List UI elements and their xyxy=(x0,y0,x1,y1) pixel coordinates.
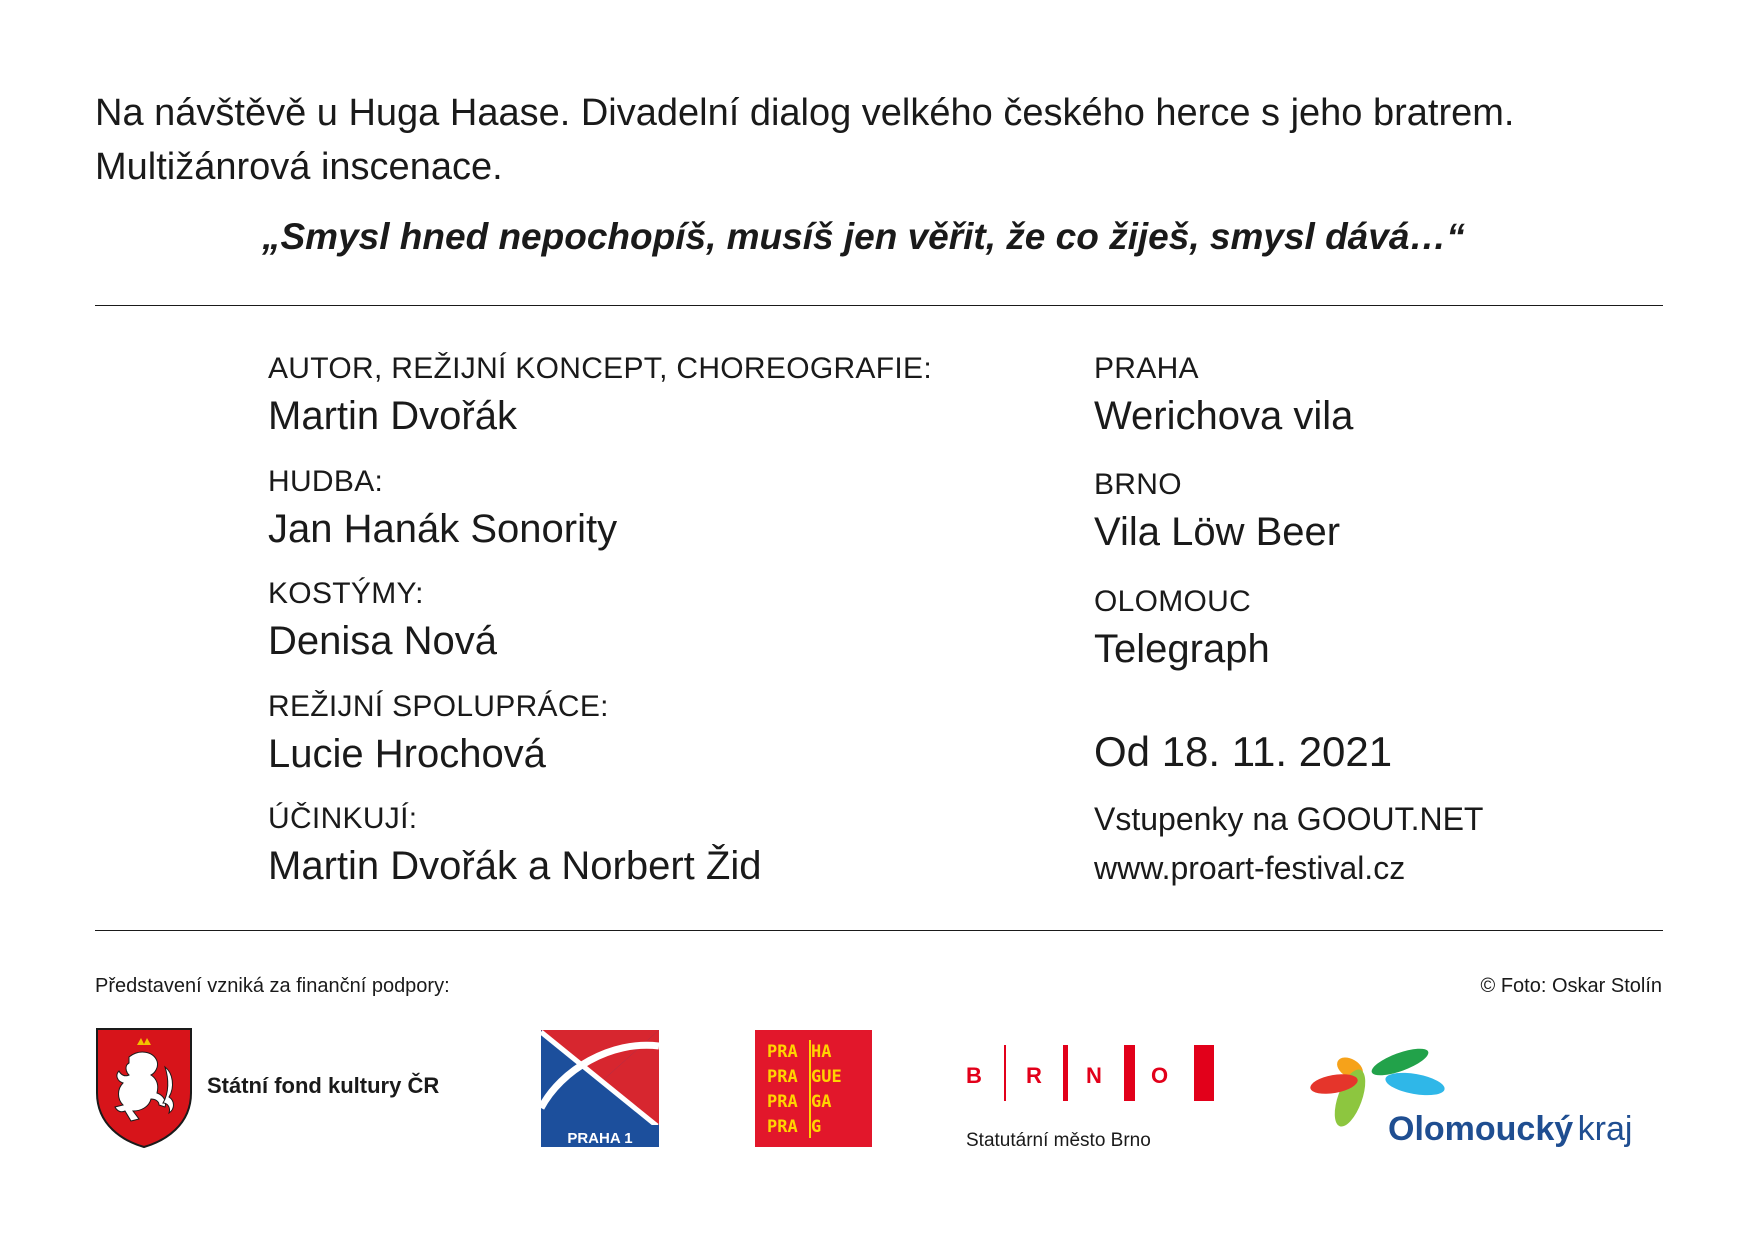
credit-value-music: Jan Hanák Sonority xyxy=(268,507,618,551)
intro-line-2: Multižánrová inscenace. xyxy=(95,146,503,188)
prague-cell: HA xyxy=(811,1042,832,1062)
website-link[interactable]: www.proart-festival.cz xyxy=(1094,850,1406,886)
olomouc-light-text: kraj xyxy=(1577,1110,1633,1148)
czech-lion-shield-icon xyxy=(95,1027,193,1149)
brno-logo xyxy=(966,1045,1218,1101)
intro-text xyxy=(95,86,1514,194)
sfk-logo-text: Státní fond kultury ČR xyxy=(207,1073,440,1098)
venue-city-olomouc: OLOMOUC xyxy=(1094,585,1252,618)
brno-letter: B xyxy=(966,1063,982,1088)
intro-line-1: Na návštěvě u Huga Haase. Divadelní dialog velkého českého herce s jeho bratrem. xyxy=(95,92,1515,134)
venue-city-brno: BRNO xyxy=(1094,468,1182,501)
prague-logo xyxy=(755,1030,872,1147)
brno-letter: O xyxy=(1151,1063,1169,1088)
divider-bottom xyxy=(95,930,1663,931)
prague-cell: GA xyxy=(811,1092,832,1112)
prague-cell: PRA xyxy=(767,1117,798,1137)
venue-place-brno: Vila Löw Beer xyxy=(1094,510,1341,554)
credit-value-author: Martin Dvořák xyxy=(268,394,517,438)
prague-cell: PRA xyxy=(767,1067,798,1087)
credit-value-cast: Martin Dvořák a Norbert Žid xyxy=(268,844,762,888)
brno-letter: R xyxy=(1026,1063,1042,1088)
premiere-date: Od 18. 11. 2021 xyxy=(1094,728,1393,775)
brno-bar xyxy=(1194,1045,1214,1101)
prague-cell: PRA xyxy=(767,1042,798,1062)
brno-letter: N xyxy=(1086,1063,1102,1088)
divider-top xyxy=(95,305,1663,306)
credit-label-cast: ÚČINKUJÍ: xyxy=(268,802,418,835)
olomouc-bold-text: Olomoucký xyxy=(1388,1110,1574,1148)
venue-place-olomouc: Telegraph xyxy=(1094,627,1270,671)
brno-bar xyxy=(1063,1045,1068,1101)
olomouc-logo-text xyxy=(1388,1110,1632,1149)
prague-cell: GUE xyxy=(811,1067,842,1087)
quote: „Smysl hned nepochopíš, musíš jen věřit, že co žiješ, smysl dává…“ xyxy=(262,216,1465,257)
brno-caption: Statutární město Brno xyxy=(966,1130,1151,1151)
praha1-label: PRAHA 1 xyxy=(567,1130,633,1147)
brno-bar xyxy=(1004,1045,1006,1101)
credit-label-author: AUTOR, REŽIJNÍ KONCEPT, CHOREOGRAFIE: xyxy=(268,352,932,385)
praha1-logo-icon xyxy=(541,1030,659,1147)
tickets-info[interactable]: Vstupenky na GOOUT.NET xyxy=(1094,801,1484,837)
credit-label-costumes: KOSTÝMY: xyxy=(268,577,424,610)
prague-divider xyxy=(809,1040,811,1138)
credit-label-collaboration: REŽIJNÍ SPOLUPRÁCE: xyxy=(268,690,609,723)
support-text: Představení vzniká za finanční podpory: xyxy=(95,975,450,997)
credit-value-collaboration: Lucie Hrochová xyxy=(268,732,546,776)
venue-city-praha: PRAHA xyxy=(1094,352,1199,385)
photo-credit: © Foto: Oskar Stolín xyxy=(1480,975,1662,997)
prague-cell: G xyxy=(811,1117,822,1137)
brno-bar xyxy=(1124,1045,1135,1101)
prague-cell: PRA xyxy=(767,1092,798,1112)
credit-label-music: HUDBA: xyxy=(268,465,384,498)
credit-value-costumes: Denisa Nová xyxy=(268,619,498,663)
venue-place-praha: Werichova vila xyxy=(1094,394,1354,438)
